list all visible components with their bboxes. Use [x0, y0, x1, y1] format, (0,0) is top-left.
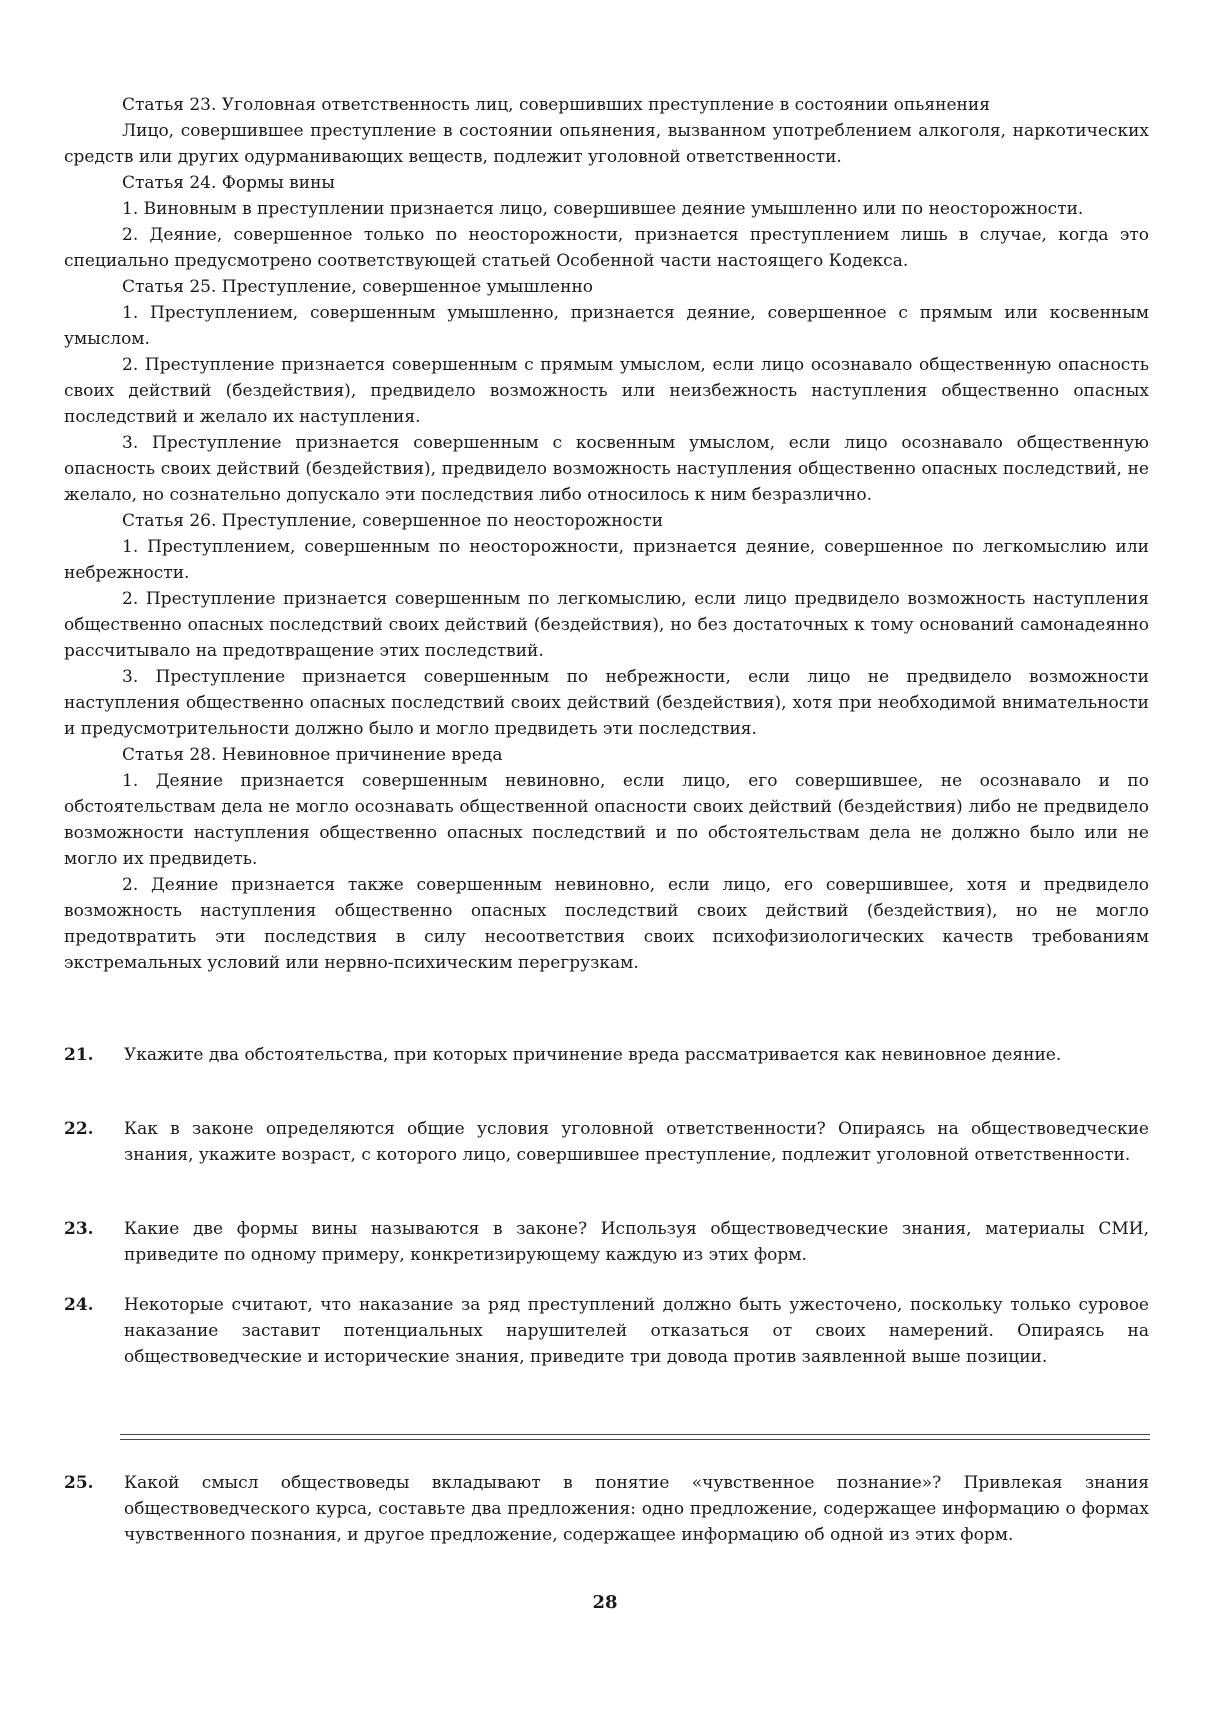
- article-26-title: Статья 26. Преступление, совершенное по неосторожности: [122, 511, 664, 531]
- question-22: [64, 1116, 1149, 1168]
- article-24-title: Статья 24. Формы вины: [122, 173, 335, 193]
- question-text: Укажите два обстоятельства, при которых причинение вреда рассматривается как невиновное деяние.: [124, 1045, 1062, 1065]
- article-23-paragraph-1: Лицо, совершившее преступление в состоянии опьянения, вызванном употреблением алкоголя, наркотических средств или других одурманивающих веществ, подлежит уголовной ответственности.: [64, 121, 1149, 167]
- article-25-title: Статья 25. Преступление, совершенное умышленно: [122, 277, 594, 297]
- section-divider: [120, 1434, 1150, 1440]
- article-25-paragraph-3: 3. Преступление признается совершенным с косвенным умыслом, если лицо осознавало общественную опасность своих действий (бездействия), предвидело возможность наступления общественно опасных последствий, не желало, но сознательно допускало эти последствия либо относилось к ним безразлично.: [64, 433, 1149, 505]
- question-24: [64, 1292, 1149, 1370]
- question-number: 21.: [64, 1045, 94, 1065]
- article-25-paragraph-2: 2. Преступление признается совершенным с прямым умыслом, если лицо осознавало общественную опасность своих действий (бездействия), предвидело возможность или неизбежность наступления общественно опасных последствий и желало их наступления.: [64, 355, 1149, 427]
- article-28-title: Статья 28. Невиновное причинение вреда: [122, 745, 503, 765]
- article-25-paragraph-1: 1. Преступлением, совершенным умышленно, признается деяние, совершенное с прямым или косвенным умыслом.: [64, 303, 1149, 349]
- article-26-paragraph-1: 1. Преступлением, совершенным по неосторожности, признается деяние, совершенное по легкомыслию или небрежности.: [64, 537, 1149, 583]
- law-excerpt: [64, 92, 1149, 976]
- article-24-paragraph-2: 2. Деяние, совершенное только по неосторожности, признается преступлением лишь в случае, когда это специально предусмотрено соответствующей статьей Особенной части настоящего Кодекса.: [64, 225, 1149, 271]
- question-number: 22.: [64, 1119, 94, 1139]
- article-26-paragraph-2: 2. Преступление признается совершенным по легкомыслию, если лицо предвидело возможность наступления общественно опасных последствий своих действий (бездействия), но без достаточных к тому оснований самонадеянно рассчитывало на предотвращение этих последствий.: [64, 589, 1149, 661]
- article-23-title: Статья 23. Уголовная ответственность лиц, совершивших преступление в состоянии опьянения: [122, 95, 990, 115]
- article-26-paragraph-3: 3. Преступление признается совершенным по небрежности, если лицо не предвидело возможности наступления общественно опасных последствий своих действий (бездействия), хотя при необходимой внимательности и предусмотрительности должно было и могло предвидеть эти последствия.: [64, 667, 1149, 739]
- question-number: 23.: [64, 1219, 94, 1239]
- article-28-paragraph-1: 1. Деяние признается совершенным невиновно, если лицо, его совершившее, не осознавало и по обстоятельствам дела не могло осознавать общественной опасности своих действий (бездействия) либо не предвидело возможности наступления общественно опасных последствий и по обстоятельствам дела не должно было или не могло их предвидеть.: [64, 771, 1149, 869]
- question-23: [64, 1216, 1149, 1268]
- page-number: 28: [592, 1592, 618, 1613]
- question-text: Как в законе определяются общие условия уголовной ответственности? Опираясь на обществоведческие знания, укажите возраст, с которого лицо, совершившее преступление, подлежит уголовной ответственности.: [124, 1119, 1149, 1165]
- article-24-paragraph-1: 1. Виновным в преступлении признается лицо, совершившее деяние умышленно или по неосторожности.: [122, 199, 1084, 219]
- question-text: Какой смысл обществоведы вкладывают в понятие «чувственное познание»? Привлекая знания обществоведческого курса, составьте два предложения: одно предложение, содержащее информацию о формах чувственного познания, и другое предложение, содержащее информацию об одной из этих форм.: [124, 1473, 1149, 1545]
- question-text: Какие две формы вины называются в законе? Используя обществоведческие знания, материалы СМИ, приведите по одному примеру, конкретизирующему каждую из этих форм.: [124, 1219, 1149, 1265]
- question-number: 24.: [64, 1295, 94, 1315]
- article-28-paragraph-2: 2. Деяние признается также совершенным невиновно, если лицо, его совершившее, хотя и предвидело возможность наступления общественно опасных последствий своих действий (бездействия), но не могло предотвратить эти последствия в силу несоответствия своих психофизиологических качеств требованиям экстремальных условий или нервно-психическим перегрузкам.: [64, 875, 1149, 973]
- question-25: [64, 1470, 1149, 1548]
- question-number: 25.: [64, 1473, 94, 1493]
- question-text: Некоторые считают, что наказание за ряд преступлений должно быть ужесточено, поскольку только суровое наказание заставит потенциальных нарушителей отказаться от своих намерений. Опираясь на обществоведческие и исторические знания, приведите три довода против заявленной выше позиции.: [124, 1295, 1149, 1367]
- question-21: [64, 1042, 1149, 1068]
